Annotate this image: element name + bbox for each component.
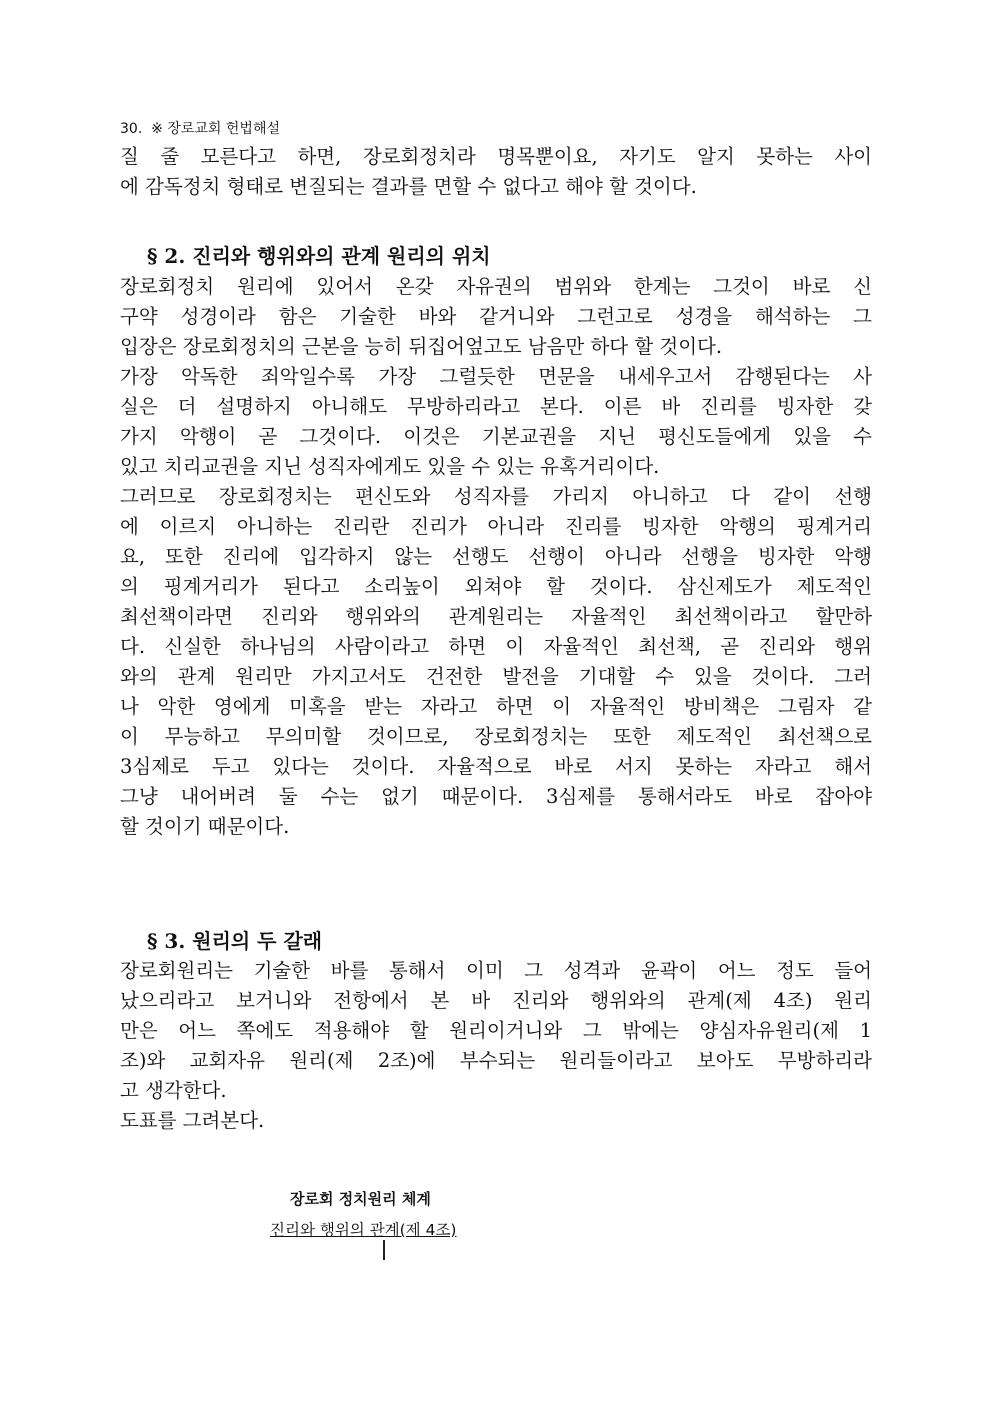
text-line: 장로회정치 원리에 있어서 온갖 자유권의 범위와 한계는 그것이 바로 신 [120,275,872,298]
paragraph [120,1106,872,1136]
text-line: 있고 치리교권을 지닌 성직자에게도 있을 수 있는 유혹거리이다. [120,455,660,478]
text-line: 조)와 교회자유 원리(제 2조)에 부수되는 원리들이라고 보아도 무방하리라 [120,1049,872,1072]
text-line: 의 핑계거리가 된다고 소리높이 외쳐야 할 것이다. 삼신제도가 제도적인 [120,575,872,598]
text-line: 와의 관계 원리만 가지고서도 건전한 발전을 기대할 수 있을 것이다. 그러 [120,665,872,688]
paragraph [120,956,872,1106]
text-line: 고 생각한다. [120,1079,227,1102]
reference-mark: ※ [151,121,163,137]
running-title: 장로교회 헌법해설 [167,121,281,137]
text-line: 이 무능하고 무의미할 것이므로, 장로회정치는 또한 제도적인 최선책으로 [120,725,872,748]
text-line: 나 악한 영에게 미혹을 받는 자라고 하면 이 자율적인 방비책은 그림자 같 [120,695,872,718]
text-line: 3심제로 두고 있다는 것이다. 자율적으로 바로 서지 못하는 자라고 해서 [120,755,872,778]
text-line: 다. 신실한 하나님의 사람이라고 하면 이 자율적인 최선책, 곧 진리와 행위 [120,635,872,658]
section-2-body [120,272,872,842]
text-line: 가장 악독한 죄악일수록 가장 그럴듯한 면문을 내세우고서 감행된다는 사 [120,365,872,388]
text-line: 그러므로 장로회정치는 편신도와 성직자를 가리지 아니하고 다 같이 선행 [120,485,872,508]
paragraph [120,362,872,482]
text-line: 입장은 장로회정치의 근본을 능히 뒤집어엎고도 남음만 하다 할 것이다. [120,335,723,358]
text-line: 그냥 내어버려 둘 수는 없기 때문이다. 3심제를 통해서라도 바로 잡아야 [120,785,872,808]
paragraph [120,272,872,362]
text-line: 장로회원리는 기술한 바를 통해서 이미 그 성격과 윤곽이 어느 정도 들어 [120,959,872,982]
diagram-title: 장로회 정치원리 체계 [290,1190,431,1208]
intro-paragraph [120,142,872,202]
text-line: 가지 악행이 곧 그것이다. 이것은 기본교권을 지닌 평신도들에게 있을 수 [120,425,872,448]
text-line: 도표를 그려본다. [120,1109,265,1132]
text-line: 할 것이기 때문이다. [120,815,290,838]
page-header [120,118,280,138]
text-line: 구약 성경이라 함은 기술한 바와 같거니와 그런고로 성경을 해석하는 그 [120,305,872,328]
diagram-connector-line [383,1240,385,1260]
section-3-body [120,956,872,1136]
text-line: 요, 또한 진리에 입각하지 않는 선행도 선행이 아니라 선행을 빙자한 악행 [120,545,872,568]
text-line: 실은 더 설명하지 아니해도 무방하리라고 본다. 이른 바 진리를 빙자한 갖 [120,395,872,418]
section-3-heading: § 3. 원리의 두 갈래 [147,929,323,953]
text-line: 만은 어느 쪽에도 적용해야 할 원리이거니와 그 밖에는 양심자유원리(제 1 [120,1019,872,1042]
paragraph [120,482,872,842]
text-line: 최선책이라면 진리와 행위와의 관계원리는 자율적인 최선책이라고 할만하 [120,605,872,628]
section-2-heading: § 2. 진리와 행위와의 관계 원리의 위치 [147,244,491,268]
text-line: 에 감독정치 형태로 변질되는 결과를 면할 수 없다고 해야 할 것이다. [120,175,697,198]
diagram-node-truth-and-conduct: 진리와 행위의 관계(제 4조) [270,1221,457,1239]
text-line: 에 이르지 아니하는 진리란 진리가 아니라 진리를 빙자한 악행의 핑계거리 [120,515,872,538]
text-line: 났으리라고 보거니와 전항에서 본 바 진리와 행위와의 관계(제 4조) 원리 [120,989,872,1012]
text-line: 질 줄 모른다고 하면, 장로회정치라 명목뿐이요, 자기도 알지 못하는 사이 [120,145,872,168]
page-number: 30. [120,121,143,137]
